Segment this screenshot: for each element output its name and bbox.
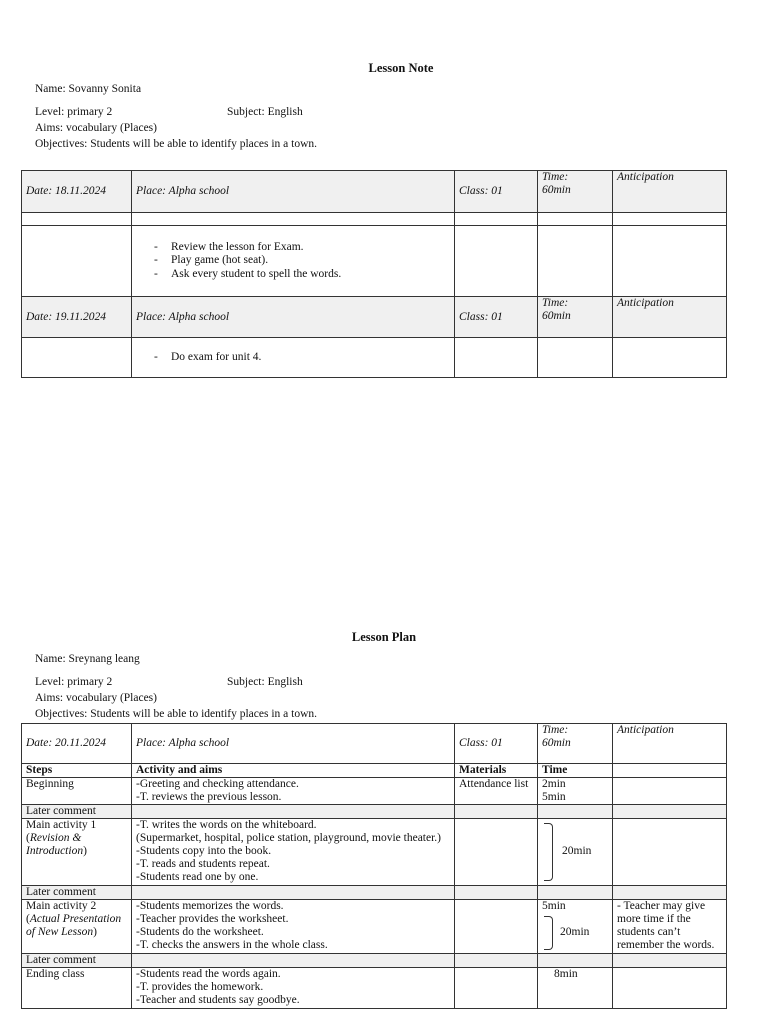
column-header-row [22, 764, 727, 778]
later-comment-label: Later comment [22, 886, 132, 900]
anticipation-line: - Teacher may give [617, 900, 706, 912]
note-content-row-2 [22, 338, 727, 378]
note-content-row-1 [22, 226, 727, 297]
list-item: - Do exam for unit 4. [154, 351, 450, 365]
anticipation-line: more time if the [617, 913, 691, 925]
plan-title: Lesson Plan [351, 630, 417, 644]
note-header-row-2 [22, 297, 727, 338]
place-cell: Place: Alpha school [132, 297, 455, 338]
step-paren: ( [26, 832, 30, 844]
note-table [21, 170, 727, 378]
note-name: Name: Sovanny Sonita [35, 83, 142, 95]
activity-list [136, 351, 450, 365]
activity-cell [132, 819, 455, 886]
place-cell: Place: Alpha school [132, 724, 455, 764]
time-label: Time: [542, 171, 569, 183]
brace-icon [544, 823, 553, 881]
list-item: - Ask every student to spell the words. [154, 268, 450, 282]
time-value: 5min [542, 900, 566, 912]
list-item: - Play game (hot seat). [154, 254, 450, 268]
materials-cell: Attendance list [455, 778, 538, 805]
date-cell: Date: 19.11.2024 [22, 297, 132, 338]
activity-line: -Teacher and students say goodbye. [136, 994, 300, 1006]
later-comment-row [22, 805, 727, 819]
activity-line: (Supermarket, hospital, police station, playground, movie theater.) [136, 832, 441, 844]
activity-line: -Students memorizes the words. [136, 900, 284, 912]
main-activity-2-row [22, 900, 727, 954]
time-value: 20min [560, 926, 590, 938]
later-comment-label: Later comment [22, 954, 132, 968]
time-label: Time: [542, 724, 569, 736]
step-paren: ( [26, 913, 30, 925]
col-activity: Activity and aims [132, 764, 455, 778]
time-cell [538, 819, 613, 886]
step-detail: of New Lesson [26, 926, 94, 938]
time-cell [538, 724, 613, 764]
plan-subject: Subject: English [227, 676, 303, 688]
plan-header-row [22, 724, 727, 764]
class-cell: Class: 01 [455, 297, 538, 338]
plan-aims: Aims: vocabulary (Places) [35, 692, 157, 704]
note-header-row-1 [22, 171, 727, 213]
date-cell: Date: 18.11.2024 [22, 171, 132, 213]
list-item: - Review the lesson for Exam. [154, 241, 450, 255]
ending-row [22, 968, 727, 1009]
time-cell: 8min [538, 968, 613, 1009]
activity-line: -Students do the worksheet. [136, 926, 264, 938]
note-level: Level: primary 2 [35, 106, 113, 118]
col-time: Time [538, 764, 613, 778]
activity-line: -T. reads and students repeat. [136, 858, 270, 870]
place-cell: Place: Alpha school [132, 171, 455, 213]
activity-cell [132, 968, 455, 1009]
activity-line: -T. checks the answers in the whole class. [136, 939, 328, 951]
note-spacer-row [22, 213, 727, 226]
step-label: Main activity 1 [26, 819, 97, 831]
activity-line: -Students read the words again. [136, 968, 281, 980]
main-activity-1-row [22, 819, 727, 886]
time-cell [538, 778, 613, 805]
later-comment-label: Later comment [22, 805, 132, 819]
later-comment-row [22, 954, 727, 968]
class-cell: Class: 01 [455, 171, 538, 213]
activity-list [136, 241, 450, 282]
later-comment-row [22, 886, 727, 900]
activity-line: -Students copy into the book. [136, 845, 272, 857]
step-detail: Revision & [29, 832, 82, 844]
plan-objectives: Objectives: Students will be able to identify places in a town. [35, 708, 318, 720]
step-cell [22, 819, 132, 886]
class-cell: Class: 01 [455, 724, 538, 764]
step-label: Main activity 2 [26, 900, 97, 912]
plan-table [21, 723, 727, 1009]
beginning-row [22, 778, 727, 805]
activity-line: -Students read one by one. [136, 871, 259, 883]
activity-cell [132, 778, 455, 805]
activity-line: -T. writes the words on the whiteboard. [136, 819, 317, 831]
time-cell [538, 297, 613, 338]
time-value: 60min [542, 310, 571, 322]
time-label: Time: [542, 297, 569, 309]
step-cell: Beginning [22, 778, 132, 805]
time-value: 2min [542, 778, 566, 790]
time-cell [538, 171, 613, 213]
anticipation-cell: Anticipation [613, 171, 727, 213]
time-value: 20min [562, 845, 592, 857]
step-detail: Actual Presentation [29, 913, 122, 925]
note-objectives: Objectives: Students will be able to identify places in a town. [35, 138, 318, 150]
brace-icon [544, 916, 553, 950]
activity-line: -Teacher provides the worksheet. [136, 913, 289, 925]
note-title: Lesson Note [368, 61, 434, 75]
anticipation-cell: Anticipation [613, 297, 727, 338]
step-cell: Ending class [22, 968, 132, 1009]
step-paren: ) [93, 926, 97, 938]
plan-name: Name: Sreynang leang [35, 653, 140, 665]
time-value: 60min [542, 737, 571, 749]
time-value: 60min [542, 184, 571, 196]
note-subject: Subject: English [227, 106, 303, 118]
activity-cell [132, 900, 455, 954]
anticipation-cell: Anticipation [613, 724, 727, 764]
date-cell: Date: 20.11.2024 [22, 724, 132, 764]
col-materials: Materials [455, 764, 538, 778]
step-cell [22, 900, 132, 954]
activity-line: -T. provides the homework. [136, 981, 264, 993]
activity-line: -T. reviews the previous lesson. [136, 791, 282, 803]
anticipation-cell [613, 900, 727, 954]
activity-line: -Greeting and checking attendance. [136, 778, 299, 790]
anticipation-line: remember the words. [617, 939, 715, 951]
time-cell [538, 900, 613, 954]
col-steps: Steps [22, 764, 132, 778]
plan-level: Level: primary 2 [35, 676, 113, 688]
step-detail: Introduction [26, 845, 84, 857]
anticipation-line: students can’t [617, 926, 681, 938]
note-aims: Aims: vocabulary (Places) [35, 122, 157, 134]
step-paren: ) [83, 845, 87, 857]
time-value: 5min [542, 791, 566, 803]
